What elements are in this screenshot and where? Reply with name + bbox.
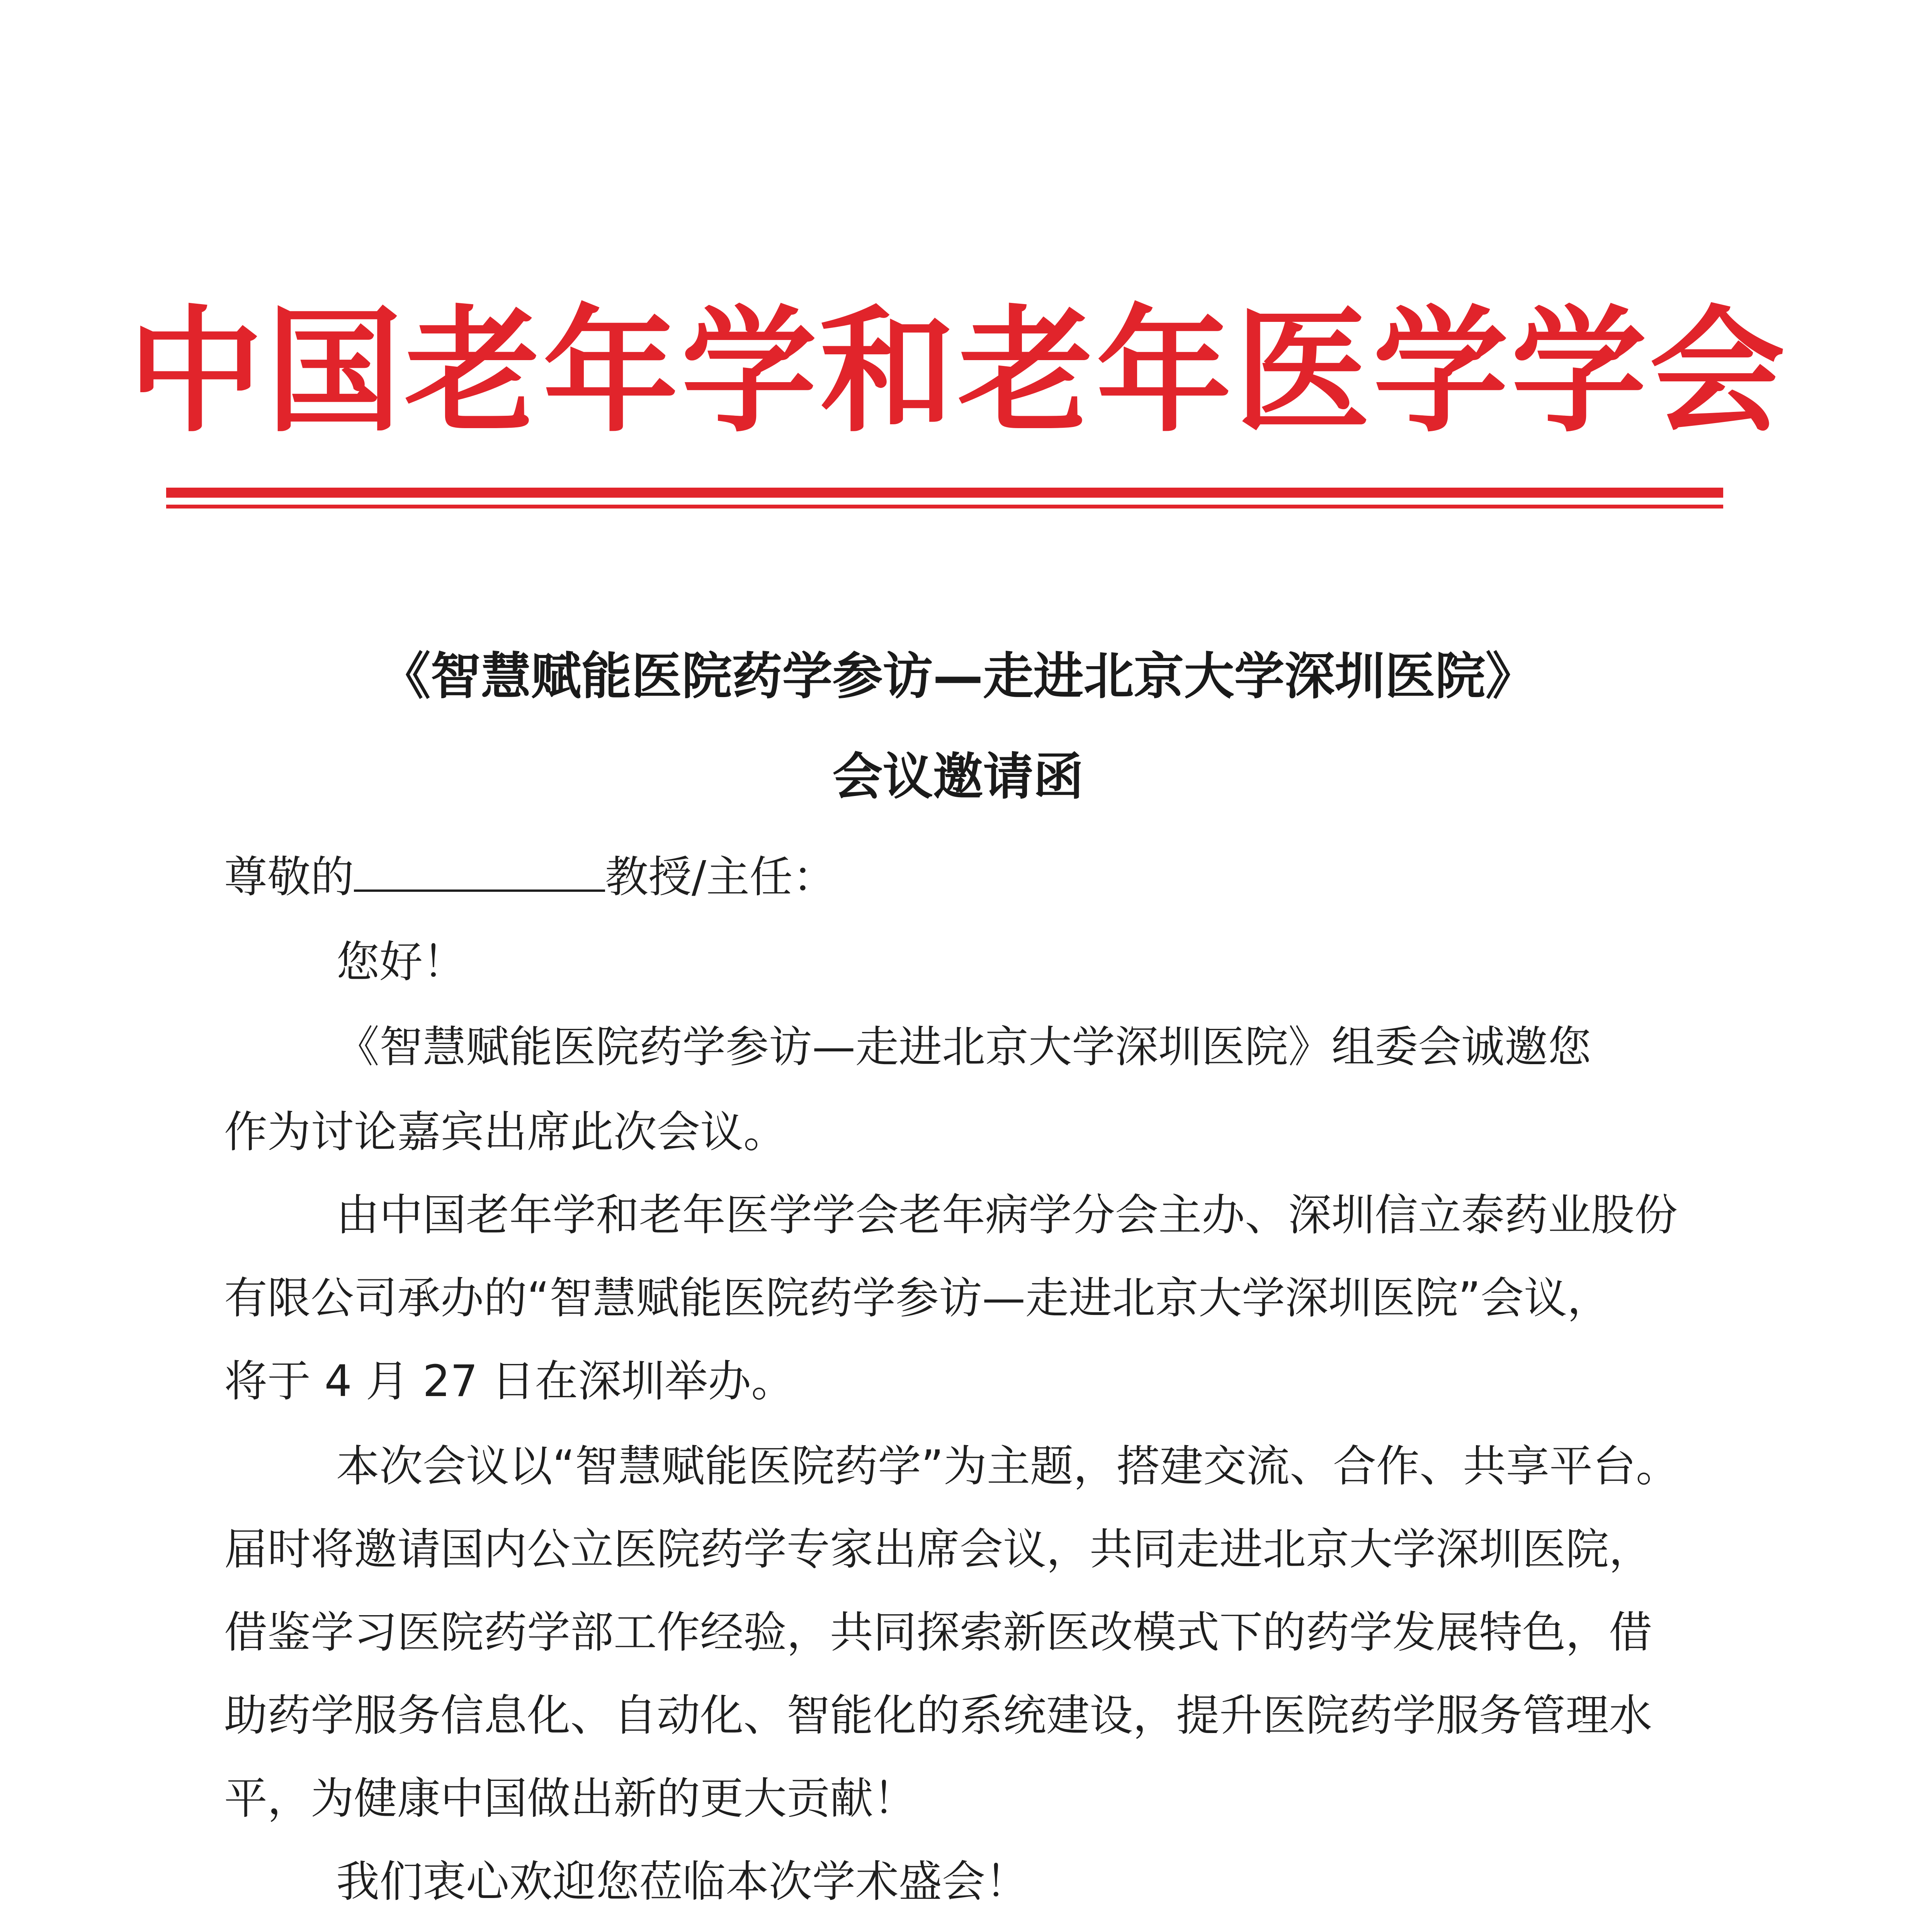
document-subtitle: 会议邀请函: [832, 747, 1084, 806]
paragraph-line: 作为讨论嘉宾出席此次会议。: [224, 1107, 787, 1157]
letterhead-title: 中国老年学和老年医学学会: [128, 291, 1788, 451]
paragraph-line: 《智慧赋能医院药学参访—走进北京大学深圳医院》组委会诚邀您: [336, 1022, 1591, 1072]
divider-thick: [166, 488, 1723, 498]
salutation-prefix: 尊敬的: [224, 852, 354, 902]
paragraph-line: 平，为健康中国做出新的更大贡献！: [224, 1774, 916, 1824]
salutation: [224, 850, 836, 904]
divider-thin: [166, 505, 1723, 509]
paragraph-line: 我们衷心欢迎您莅临本次学术盛会！: [336, 1857, 1029, 1907]
paragraph-line: 助药学服务信息化、自动化、智能化的系统建设，提升医院药学服务管理水: [224, 1690, 1652, 1741]
greeting: 您好！: [336, 937, 466, 987]
paragraph-line: 届时将邀请国内公立医院药学专家出席会议，共同走进北京大学深圳医院，: [224, 1524, 1652, 1575]
paragraph-line: 有限公司承办的“智慧赋能医院药学参访—走进北京大学深圳医院”会议，: [224, 1273, 1611, 1323]
paragraph-line: 由中国老年学和老年医学学会老年病学分会主办、深圳信立泰药业股份: [336, 1190, 1678, 1240]
document-title: 《智慧赋能医院药学参访—走进北京大学深圳医院》: [380, 647, 1536, 706]
paragraph-line: 将于 4 月 27 日在深圳举办。: [224, 1356, 795, 1406]
paragraph-line: 借鉴学习医院药学部工作经验，共同探索新医改模式下的药学发展特色，借: [224, 1607, 1652, 1658]
paragraph-line: 本次会议以“智慧赋能医院药学”为主题，搭建交流、合作、共享平台。: [336, 1441, 1680, 1492]
name-blank-line: [354, 851, 605, 892]
salutation-suffix: 教授/主任：: [605, 852, 836, 902]
top-divider: [166, 488, 1723, 509]
